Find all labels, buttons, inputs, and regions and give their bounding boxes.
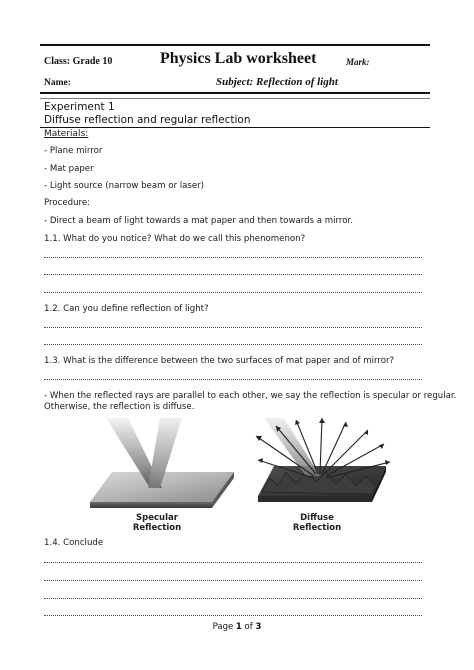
- question-1-2: 1.2. Can you define reflection of light?: [44, 304, 209, 314]
- header-top-rule: [40, 44, 430, 46]
- question-1-3: 1.3. What is the difference between the two surfaces of mat paper and of mirror?: [44, 356, 395, 366]
- experiment-number: Experiment 1: [44, 101, 115, 113]
- diffuse-label: [272, 514, 362, 533]
- page-footer: [0, 622, 474, 632]
- explanation-line-1: - When the reflected rays are parallel to each other, we say the reflection is specular or regular.: [44, 391, 457, 401]
- class-label: Class: Grade 10: [44, 56, 113, 67]
- procedure-heading: Procedure:: [44, 198, 91, 208]
- specular-label: [112, 514, 202, 533]
- name-label: Name:: [44, 78, 71, 88]
- answer-line[interactable]: [44, 257, 422, 258]
- answer-line[interactable]: [44, 327, 422, 328]
- page-word: Page: [212, 622, 234, 632]
- answer-line[interactable]: [44, 580, 422, 581]
- material-item: - Light source (narrow beam or laser): [44, 181, 205, 191]
- page-number: 1: [235, 622, 242, 632]
- answer-line[interactable]: [44, 274, 422, 275]
- material-item: - Mat paper: [44, 164, 94, 174]
- mark-label: Mark:: [346, 57, 370, 67]
- section-rule: [40, 98, 430, 99]
- of-word: of: [244, 622, 253, 632]
- subject-label: Subject: Reflection of light: [216, 76, 338, 88]
- materials-heading: Materials:: [44, 129, 89, 139]
- worksheet-title: Physics Lab worksheet: [160, 50, 317, 67]
- question-1-4: 1.4. Conclude: [44, 538, 104, 548]
- specular-label-line-2: Reflection: [132, 522, 182, 533]
- answer-line[interactable]: [44, 598, 422, 599]
- answer-line[interactable]: [44, 615, 422, 616]
- experiment-title: Diffuse reflection and regular reflection: [44, 114, 251, 126]
- question-1-1: 1.1. What do you notice? What do we call this phenomenon?: [44, 234, 306, 244]
- answer-line[interactable]: [44, 562, 422, 563]
- experiment-title-rule: [40, 127, 430, 128]
- specular-label-line-1: Specular: [136, 513, 178, 523]
- answer-line[interactable]: [44, 292, 422, 293]
- diffuse-label-line-2: Reflection: [292, 522, 342, 533]
- procedure-step: - Direct a beam of light towards a mat paper and then towards a mirror.: [44, 216, 353, 226]
- answer-line[interactable]: [44, 344, 422, 345]
- header-bottom-rule: [40, 92, 430, 94]
- answer-line[interactable]: [44, 379, 422, 380]
- diffuse-label-line-1: Diffuse: [300, 513, 334, 523]
- diffuse-surface: [258, 466, 386, 502]
- explanation-line-2: Otherwise, the reflection is diffuse.: [44, 402, 195, 412]
- material-item: - Plane mirror: [44, 146, 103, 156]
- page-total: 3: [255, 622, 262, 632]
